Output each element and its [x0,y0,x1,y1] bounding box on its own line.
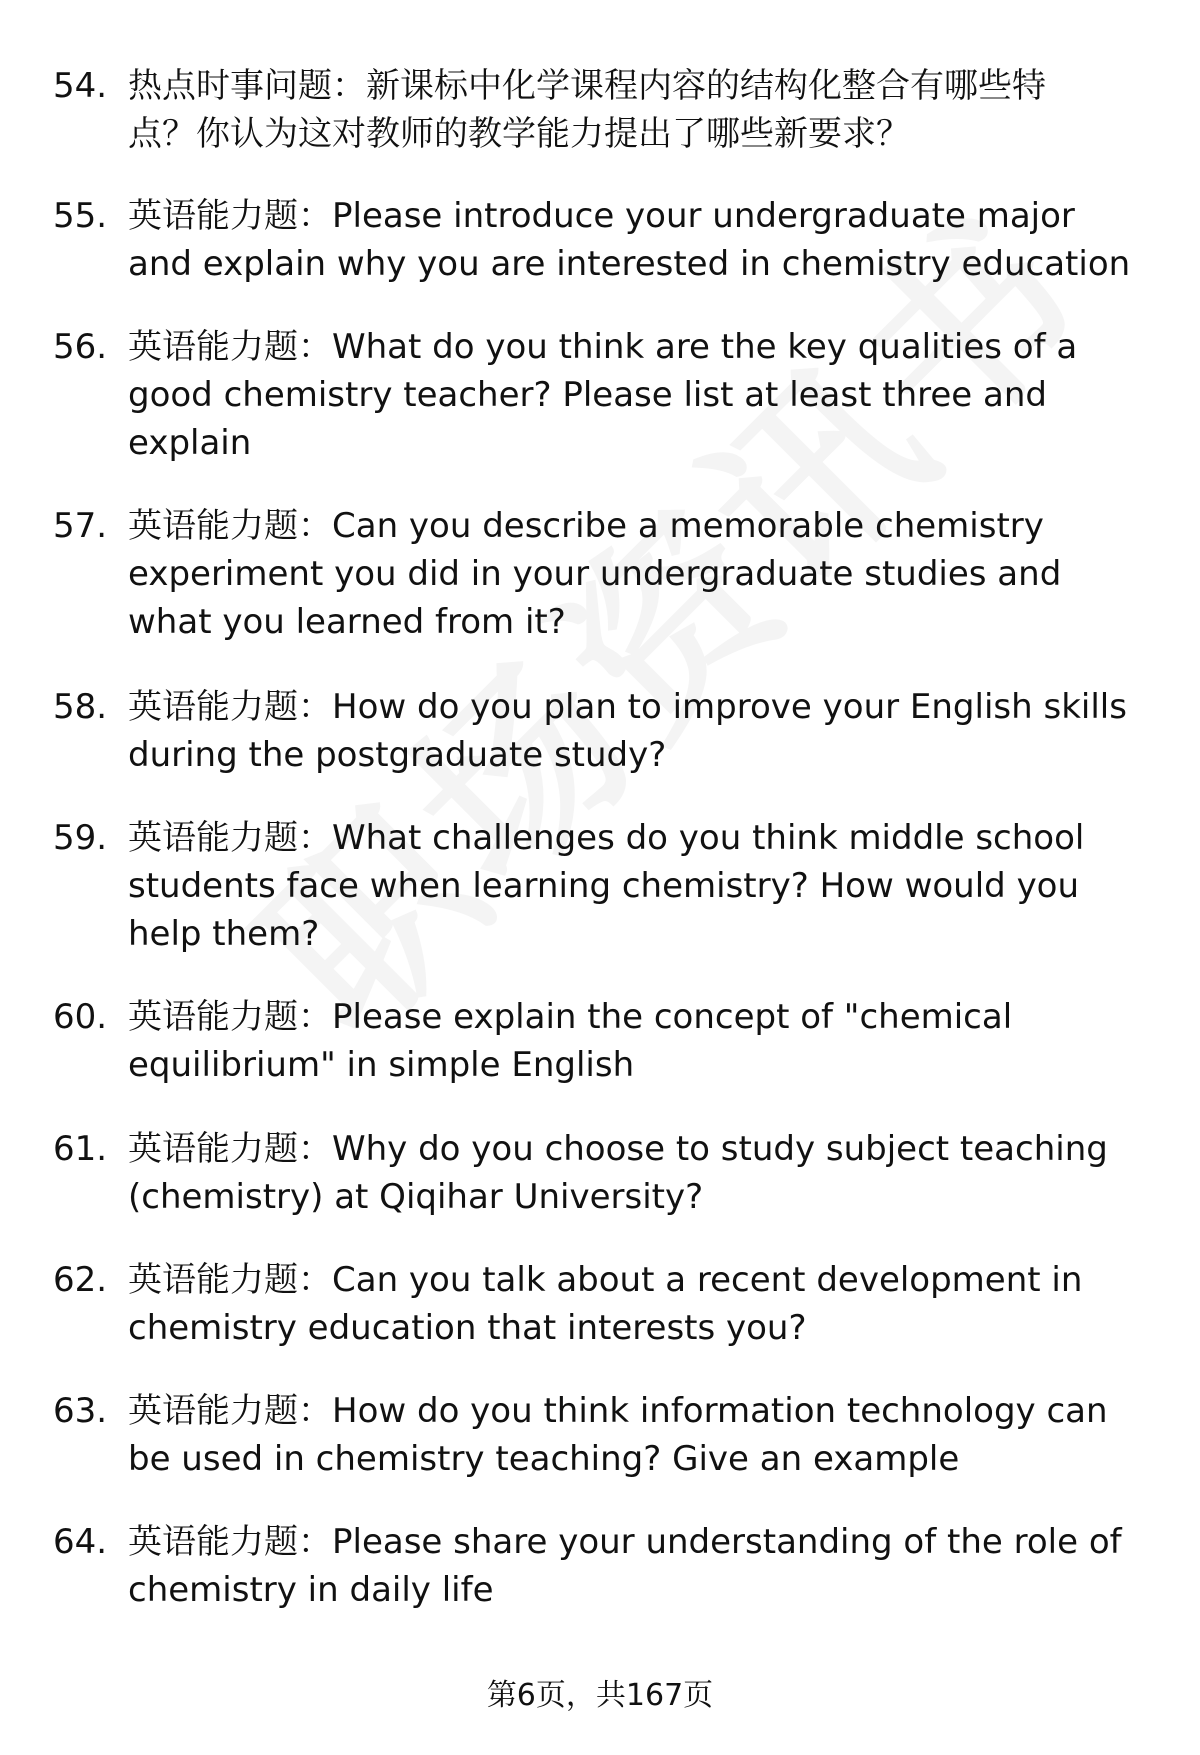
question-text: 英语能力题：How do you plan to improve your English skills during the postgraduate study? [128,687,1127,775]
question-number: 57. [53,506,108,546]
question-number: 54. [53,66,108,106]
question-text: 英语能力题：Can you talk about a recent development in chemistry education that interests you? [128,1260,1083,1348]
question-number: 61. [53,1129,108,1169]
question-text: 英语能力题：Please introduce your undergraduate major and explain why you are interested in chemistry education [128,196,1131,284]
question-number: 64. [53,1522,108,1562]
question-text: 英语能力题：Why do you choose to study subject teaching (chemistry) at Qiqihar University? [128,1129,1108,1217]
question-text: 英语能力题：How do you think information technology can be used in chemistry teaching? Give an example [128,1391,1108,1479]
question-number: 62. [53,1260,108,1300]
question-text: 英语能力题：Please share your understanding of the role of chemistry in daily life [128,1522,1122,1610]
question-text: 英语能力题：Please explain the concept of "chemical equilibrium" in simple English [128,997,1013,1085]
question-text: 英语能力题：What do you think are the key qualities of a good chemistry teacher? Please list at least three and explain [128,327,1078,463]
question-text: 热点时事问题：新课标中化学课程内容的结构化整合有哪些特 点？你认为这对教师的教学能力提出了哪些新要求？ [128,66,1046,154]
question-number: 55. [53,196,108,236]
question-text: 英语能力题：Can you describe a memorable chemistry experiment you did in your undergraduate studies and what you learned from it? [128,506,1062,642]
page-indicator: 第6页，共167页 [486,1678,714,1713]
question-number: 58. [53,687,108,727]
question-number: 59. [53,818,108,858]
question-number: 63. [53,1391,108,1431]
question-text: 英语能力题：What challenges do you think middle school students face when learning chemistry? How would you help them? [128,818,1085,954]
question-number: 56. [53,327,108,367]
question-number: 60. [53,997,108,1037]
